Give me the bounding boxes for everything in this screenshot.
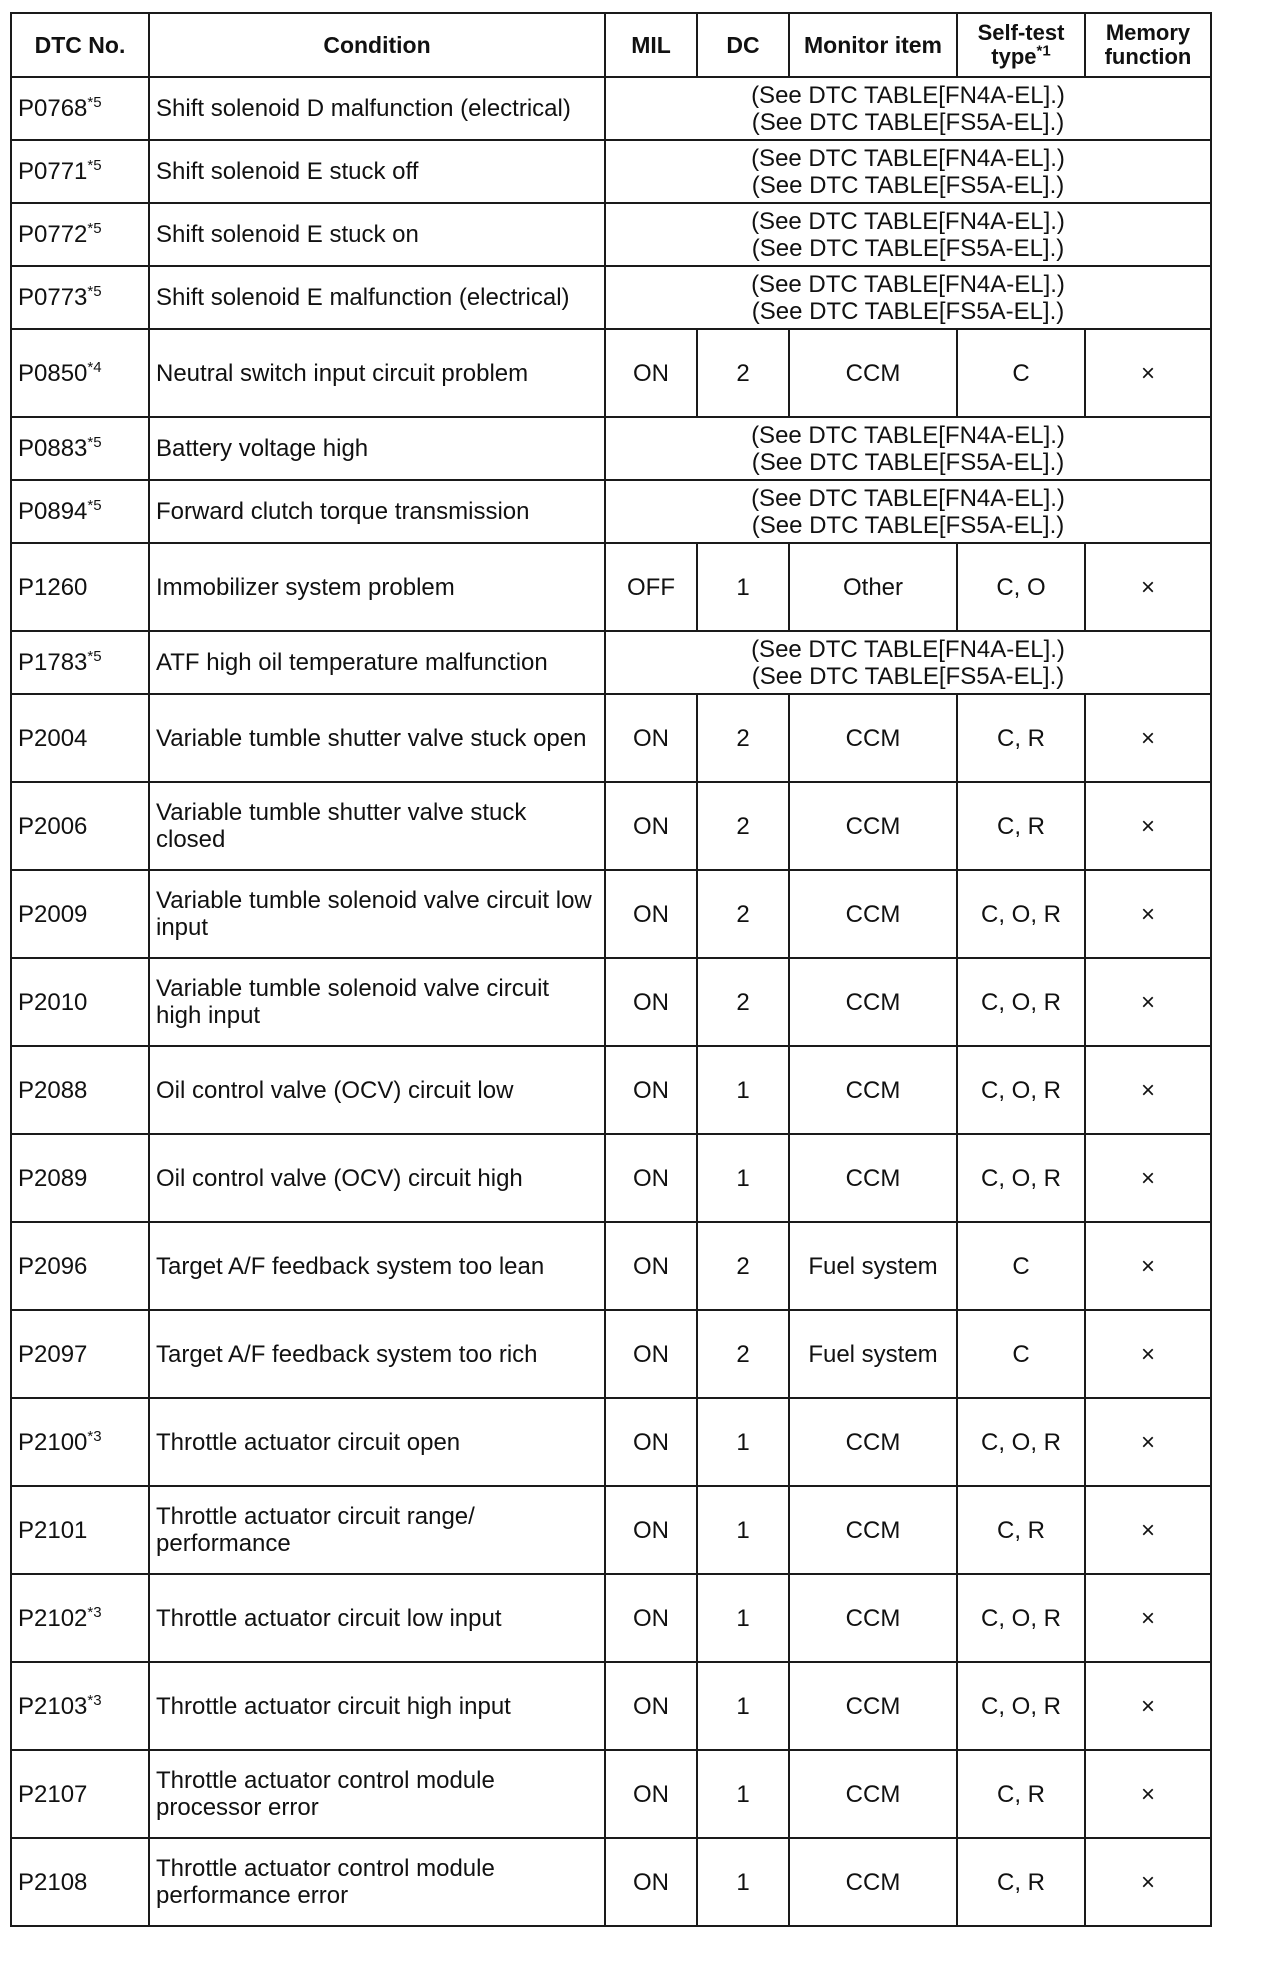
memory-function-cell: × bbox=[1085, 958, 1211, 1046]
monitor-item-cell: CCM bbox=[789, 1046, 957, 1134]
dtc-code: P0850 bbox=[18, 359, 88, 387]
self-test-type-cell: C, R bbox=[957, 1838, 1085, 1926]
dtc-footnote-mark: *4 bbox=[87, 358, 102, 376]
table-row bbox=[11, 1398, 1211, 1486]
self-test-type-cell: C, R bbox=[957, 1750, 1085, 1838]
dtc-code-cell bbox=[11, 1838, 149, 1926]
monitor-item-cell: CCM bbox=[789, 870, 957, 958]
table-header-row bbox=[11, 13, 1211, 77]
see-dtc-table-fn4a: (See DTC TABLE[FN4A-EL].) bbox=[751, 270, 1065, 298]
table-row bbox=[11, 1222, 1211, 1310]
dc-cell: 1 bbox=[697, 543, 789, 631]
self-test-type-cell: C, O, R bbox=[957, 958, 1085, 1046]
dtc-code-cell bbox=[11, 329, 149, 417]
see-dtc-table-fn4a: (See DTC TABLE[FN4A-EL].) bbox=[751, 81, 1065, 109]
table-row bbox=[11, 1750, 1211, 1838]
dc-cell: 1 bbox=[697, 1750, 789, 1838]
memory-function-cell: × bbox=[1085, 1838, 1211, 1926]
memory-function-cell: × bbox=[1085, 694, 1211, 782]
table-row bbox=[11, 417, 1211, 480]
memory-function-cell: × bbox=[1085, 1750, 1211, 1838]
see-dtc-table-fs5a: (See DTC TABLE[FS5A-EL].) bbox=[751, 448, 1065, 476]
dtc-footnote-mark: *3 bbox=[87, 1691, 102, 1709]
table-row bbox=[11, 958, 1211, 1046]
dtc-code: P1783 bbox=[18, 649, 88, 676]
monitor-item-cell: CCM bbox=[789, 1486, 957, 1574]
table-row bbox=[11, 694, 1211, 782]
header-memory-function bbox=[1085, 13, 1211, 77]
monitor-item-cell: CCM bbox=[789, 1398, 957, 1486]
mil-cell: ON bbox=[605, 782, 697, 870]
dtc-code: P0894 bbox=[18, 498, 88, 525]
see-dtc-table-fs5a: (See DTC TABLE[FS5A-EL].) bbox=[751, 234, 1065, 262]
condition-cell: Throttle actuator circuit low input bbox=[149, 1574, 605, 1662]
see-dtc-table-fn4a: (See DTC TABLE[FN4A-EL].) bbox=[751, 421, 1065, 449]
dtc-code: P2101 bbox=[18, 1516, 88, 1544]
monitor-item-cell: Other bbox=[789, 543, 957, 631]
header-self-test-type bbox=[957, 13, 1085, 77]
header-self-test-line2: type bbox=[991, 44, 1037, 69]
dtc-code: P2089 bbox=[18, 1164, 88, 1192]
dtc-footnote-mark: *5 bbox=[87, 220, 102, 237]
dc-cell: 2 bbox=[697, 1310, 789, 1398]
memory-function-cell: × bbox=[1085, 1222, 1211, 1310]
dtc-code: P0883 bbox=[18, 435, 88, 462]
mil-cell: ON bbox=[605, 1046, 697, 1134]
dc-cell: 2 bbox=[697, 1222, 789, 1310]
memory-function-cell: × bbox=[1085, 543, 1211, 631]
condition-cell: Shift solenoid E stuck on bbox=[149, 203, 605, 266]
memory-function-cell: × bbox=[1085, 1046, 1211, 1134]
memory-function-cell: × bbox=[1085, 1486, 1211, 1574]
dc-cell: 1 bbox=[697, 1134, 789, 1222]
monitor-item-cell: Fuel system bbox=[789, 1310, 957, 1398]
header-mil: MIL bbox=[605, 13, 697, 77]
condition-cell: Throttle actuator control module performance error bbox=[149, 1838, 605, 1926]
see-dtc-table-cell bbox=[605, 203, 1211, 266]
self-test-type-cell: C, R bbox=[957, 782, 1085, 870]
condition-cell: Throttle actuator circuit open bbox=[149, 1398, 605, 1486]
dtc-footnote-mark: *5 bbox=[87, 157, 102, 174]
dtc-code-cell bbox=[11, 1486, 149, 1574]
dtc-code-cell bbox=[11, 694, 149, 782]
see-dtc-table-fs5a: (See DTC TABLE[FS5A-EL].) bbox=[751, 297, 1065, 325]
dtc-code: P0772 bbox=[18, 221, 88, 248]
self-test-type-cell: C, O, R bbox=[957, 1046, 1085, 1134]
header-dc: DC bbox=[697, 13, 789, 77]
memory-function-cell: × bbox=[1085, 782, 1211, 870]
see-dtc-table-cell bbox=[605, 417, 1211, 480]
dtc-table bbox=[10, 12, 1212, 1927]
self-test-type-cell: C, R bbox=[957, 1486, 1085, 1574]
table-row bbox=[11, 1662, 1211, 1750]
mil-cell: ON bbox=[605, 1574, 697, 1662]
header-dtc-no: DTC No. bbox=[11, 13, 149, 77]
see-dtc-table-fs5a: (See DTC TABLE[FS5A-EL].) bbox=[751, 171, 1065, 199]
condition-cell: ATF high oil temperature malfunction bbox=[149, 631, 605, 694]
self-test-type-cell: C, O, R bbox=[957, 1574, 1085, 1662]
dtc-code-cell bbox=[11, 203, 149, 266]
dtc-code-cell bbox=[11, 1310, 149, 1398]
table-row bbox=[11, 329, 1211, 417]
dtc-code: P2097 bbox=[18, 1340, 88, 1368]
see-dtc-table-fs5a: (See DTC TABLE[FS5A-EL].) bbox=[751, 511, 1065, 539]
table-row bbox=[11, 1838, 1211, 1926]
table-row bbox=[11, 203, 1211, 266]
self-test-type-cell: C bbox=[957, 329, 1085, 417]
dtc-code: P2006 bbox=[18, 812, 88, 840]
see-dtc-table-cell bbox=[605, 140, 1211, 203]
see-dtc-table-cell bbox=[605, 266, 1211, 329]
self-test-type-cell: C bbox=[957, 1310, 1085, 1398]
table-row bbox=[11, 870, 1211, 958]
dtc-code-cell bbox=[11, 1222, 149, 1310]
condition-cell: Variable tumble solenoid valve circuit high input bbox=[149, 958, 605, 1046]
table-row bbox=[11, 1486, 1211, 1574]
dtc-code: P2010 bbox=[18, 988, 88, 1016]
dtc-footnote-mark: *3 bbox=[87, 1427, 102, 1445]
header-self-test-note: *1 bbox=[1036, 42, 1051, 60]
dtc-code: P0773 bbox=[18, 284, 88, 311]
dtc-code-cell bbox=[11, 417, 149, 480]
see-dtc-table-fn4a: (See DTC TABLE[FN4A-EL].) bbox=[751, 144, 1065, 172]
condition-cell: Throttle actuator circuit range/ performance bbox=[149, 1486, 605, 1574]
monitor-item-cell: CCM bbox=[789, 1750, 957, 1838]
memory-function-cell: × bbox=[1085, 1574, 1211, 1662]
self-test-type-cell: C, O, R bbox=[957, 870, 1085, 958]
see-dtc-table-cell bbox=[605, 631, 1211, 694]
self-test-type-cell: C, O, R bbox=[957, 1398, 1085, 1486]
dtc-code-cell bbox=[11, 266, 149, 329]
mil-cell: ON bbox=[605, 1838, 697, 1926]
monitor-item-cell: CCM bbox=[789, 782, 957, 870]
dtc-code: P2103 bbox=[18, 1692, 88, 1720]
dtc-code-cell bbox=[11, 1750, 149, 1838]
table-row bbox=[11, 1310, 1211, 1398]
mil-cell: ON bbox=[605, 1662, 697, 1750]
mil-cell: ON bbox=[605, 870, 697, 958]
dtc-code-cell bbox=[11, 631, 149, 694]
dtc-footnote-mark: *5 bbox=[87, 497, 102, 514]
condition-cell: Shift solenoid E malfunction (electrical) bbox=[149, 266, 605, 329]
see-dtc-table-cell bbox=[605, 77, 1211, 140]
table-row bbox=[11, 266, 1211, 329]
see-dtc-table-fs5a: (See DTC TABLE[FS5A-EL].) bbox=[751, 108, 1065, 136]
see-dtc-table-cell bbox=[605, 480, 1211, 543]
table-row bbox=[11, 782, 1211, 870]
self-test-type-cell: C bbox=[957, 1222, 1085, 1310]
dc-cell: 2 bbox=[697, 958, 789, 1046]
condition-cell: Variable tumble solenoid valve circuit low input bbox=[149, 870, 605, 958]
dtc-code-cell bbox=[11, 1134, 149, 1222]
header-condition: Condition bbox=[149, 13, 605, 77]
condition-cell: Battery voltage high bbox=[149, 417, 605, 480]
dtc-code-cell bbox=[11, 1574, 149, 1662]
self-test-type-cell: C, O bbox=[957, 543, 1085, 631]
dtc-footnote-mark: *5 bbox=[87, 94, 102, 111]
header-memory-line2: function bbox=[1104, 44, 1192, 69]
condition-cell: Target A/F feedback system too rich bbox=[149, 1310, 605, 1398]
dtc-code: P1260 bbox=[18, 573, 88, 601]
dc-cell: 2 bbox=[697, 329, 789, 417]
dtc-code-cell bbox=[11, 1662, 149, 1750]
table-row bbox=[11, 480, 1211, 543]
monitor-item-cell: CCM bbox=[789, 1574, 957, 1662]
condition-cell: Target A/F feedback system too lean bbox=[149, 1222, 605, 1310]
dtc-footnote-mark: *3 bbox=[87, 1603, 102, 1621]
table-row bbox=[11, 1046, 1211, 1134]
condition-cell: Throttle actuator circuit high input bbox=[149, 1662, 605, 1750]
dtc-code: P2102 bbox=[18, 1604, 88, 1632]
condition-cell: Shift solenoid E stuck off bbox=[149, 140, 605, 203]
memory-function-cell: × bbox=[1085, 1310, 1211, 1398]
monitor-item-cell: CCM bbox=[789, 1662, 957, 1750]
self-test-type-cell: C, R bbox=[957, 694, 1085, 782]
mil-cell: ON bbox=[605, 958, 697, 1046]
see-dtc-table-fn4a: (See DTC TABLE[FN4A-EL].) bbox=[751, 635, 1065, 663]
monitor-item-cell: CCM bbox=[789, 329, 957, 417]
condition-cell: Neutral switch input circuit problem bbox=[149, 329, 605, 417]
condition-cell: Forward clutch torque transmission bbox=[149, 480, 605, 543]
header-monitor-item: Monitor item bbox=[789, 13, 957, 77]
dtc-code: P0768 bbox=[18, 95, 88, 122]
condition-cell: Shift solenoid D malfunction (electrical) bbox=[149, 77, 605, 140]
mil-cell: ON bbox=[605, 1486, 697, 1574]
dtc-code-cell bbox=[11, 1046, 149, 1134]
dtc-code: P2088 bbox=[18, 1076, 88, 1104]
dc-cell: 1 bbox=[697, 1838, 789, 1926]
table-row bbox=[11, 1134, 1211, 1222]
condition-cell: Variable tumble shutter valve stuck open bbox=[149, 694, 605, 782]
see-dtc-table-fn4a: (See DTC TABLE[FN4A-EL].) bbox=[751, 484, 1065, 512]
mil-cell: ON bbox=[605, 1750, 697, 1838]
dtc-code-cell bbox=[11, 782, 149, 870]
dc-cell: 1 bbox=[697, 1574, 789, 1662]
condition-cell: Oil control valve (OCV) circuit high bbox=[149, 1134, 605, 1222]
dtc-code-cell bbox=[11, 870, 149, 958]
table-body bbox=[11, 77, 1211, 1926]
dtc-code-cell bbox=[11, 140, 149, 203]
table-row bbox=[11, 1574, 1211, 1662]
memory-function-cell: × bbox=[1085, 870, 1211, 958]
monitor-item-cell: CCM bbox=[789, 694, 957, 782]
dc-cell: 1 bbox=[697, 1398, 789, 1486]
condition-cell: Throttle actuator control module processor error bbox=[149, 1750, 605, 1838]
dtc-code: P2096 bbox=[18, 1252, 88, 1280]
dtc-code-cell bbox=[11, 958, 149, 1046]
dtc-code-cell bbox=[11, 543, 149, 631]
dc-cell: 2 bbox=[697, 694, 789, 782]
mil-cell: ON bbox=[605, 694, 697, 782]
mil-cell: ON bbox=[605, 1398, 697, 1486]
condition-cell: Immobilizer system problem bbox=[149, 543, 605, 631]
mil-cell: ON bbox=[605, 1310, 697, 1398]
monitor-item-cell: CCM bbox=[789, 1838, 957, 1926]
dc-cell: 1 bbox=[697, 1486, 789, 1574]
condition-cell: Variable tumble shutter valve stuck closed bbox=[149, 782, 605, 870]
monitor-item-cell: CCM bbox=[789, 1134, 957, 1222]
monitor-item-cell: Fuel system bbox=[789, 1222, 957, 1310]
dtc-code: P2108 bbox=[18, 1868, 88, 1896]
monitor-item-cell: CCM bbox=[789, 958, 957, 1046]
self-test-type-cell: C, O, R bbox=[957, 1662, 1085, 1750]
see-dtc-table-fn4a: (See DTC TABLE[FN4A-EL].) bbox=[751, 207, 1065, 235]
dtc-code: P2107 bbox=[18, 1780, 88, 1808]
table-row bbox=[11, 543, 1211, 631]
dtc-footnote-mark: *5 bbox=[87, 434, 102, 451]
dtc-footnote-mark: *5 bbox=[87, 283, 102, 300]
dc-cell: 2 bbox=[697, 782, 789, 870]
see-dtc-table-fs5a: (See DTC TABLE[FS5A-EL].) bbox=[751, 662, 1065, 690]
dtc-code-cell bbox=[11, 1398, 149, 1486]
memory-function-cell: × bbox=[1085, 329, 1211, 417]
dtc-code-cell bbox=[11, 480, 149, 543]
mil-cell: OFF bbox=[605, 543, 697, 631]
dtc-code: P0771 bbox=[18, 158, 88, 185]
self-test-type-cell: C, O, R bbox=[957, 1134, 1085, 1222]
table-row bbox=[11, 140, 1211, 203]
table-row bbox=[11, 77, 1211, 140]
table-row bbox=[11, 631, 1211, 694]
dtc-code: P2009 bbox=[18, 900, 88, 928]
mil-cell: ON bbox=[605, 329, 697, 417]
memory-function-cell: × bbox=[1085, 1134, 1211, 1222]
dc-cell: 1 bbox=[697, 1662, 789, 1750]
dtc-footnote-mark: *5 bbox=[87, 648, 102, 665]
dtc-code-cell bbox=[11, 77, 149, 140]
mil-cell: ON bbox=[605, 1134, 697, 1222]
header-memory-line1: Memory bbox=[1105, 20, 1191, 45]
dtc-code: P2004 bbox=[18, 724, 88, 752]
condition-cell: Oil control valve (OCV) circuit low bbox=[149, 1046, 605, 1134]
dc-cell: 2 bbox=[697, 870, 789, 958]
memory-function-cell: × bbox=[1085, 1398, 1211, 1486]
dtc-code: P2100 bbox=[18, 1428, 88, 1456]
mil-cell: ON bbox=[605, 1222, 697, 1310]
header-self-test-line1: Self-test bbox=[977, 20, 1065, 45]
dc-cell: 1 bbox=[697, 1046, 789, 1134]
memory-function-cell: × bbox=[1085, 1662, 1211, 1750]
